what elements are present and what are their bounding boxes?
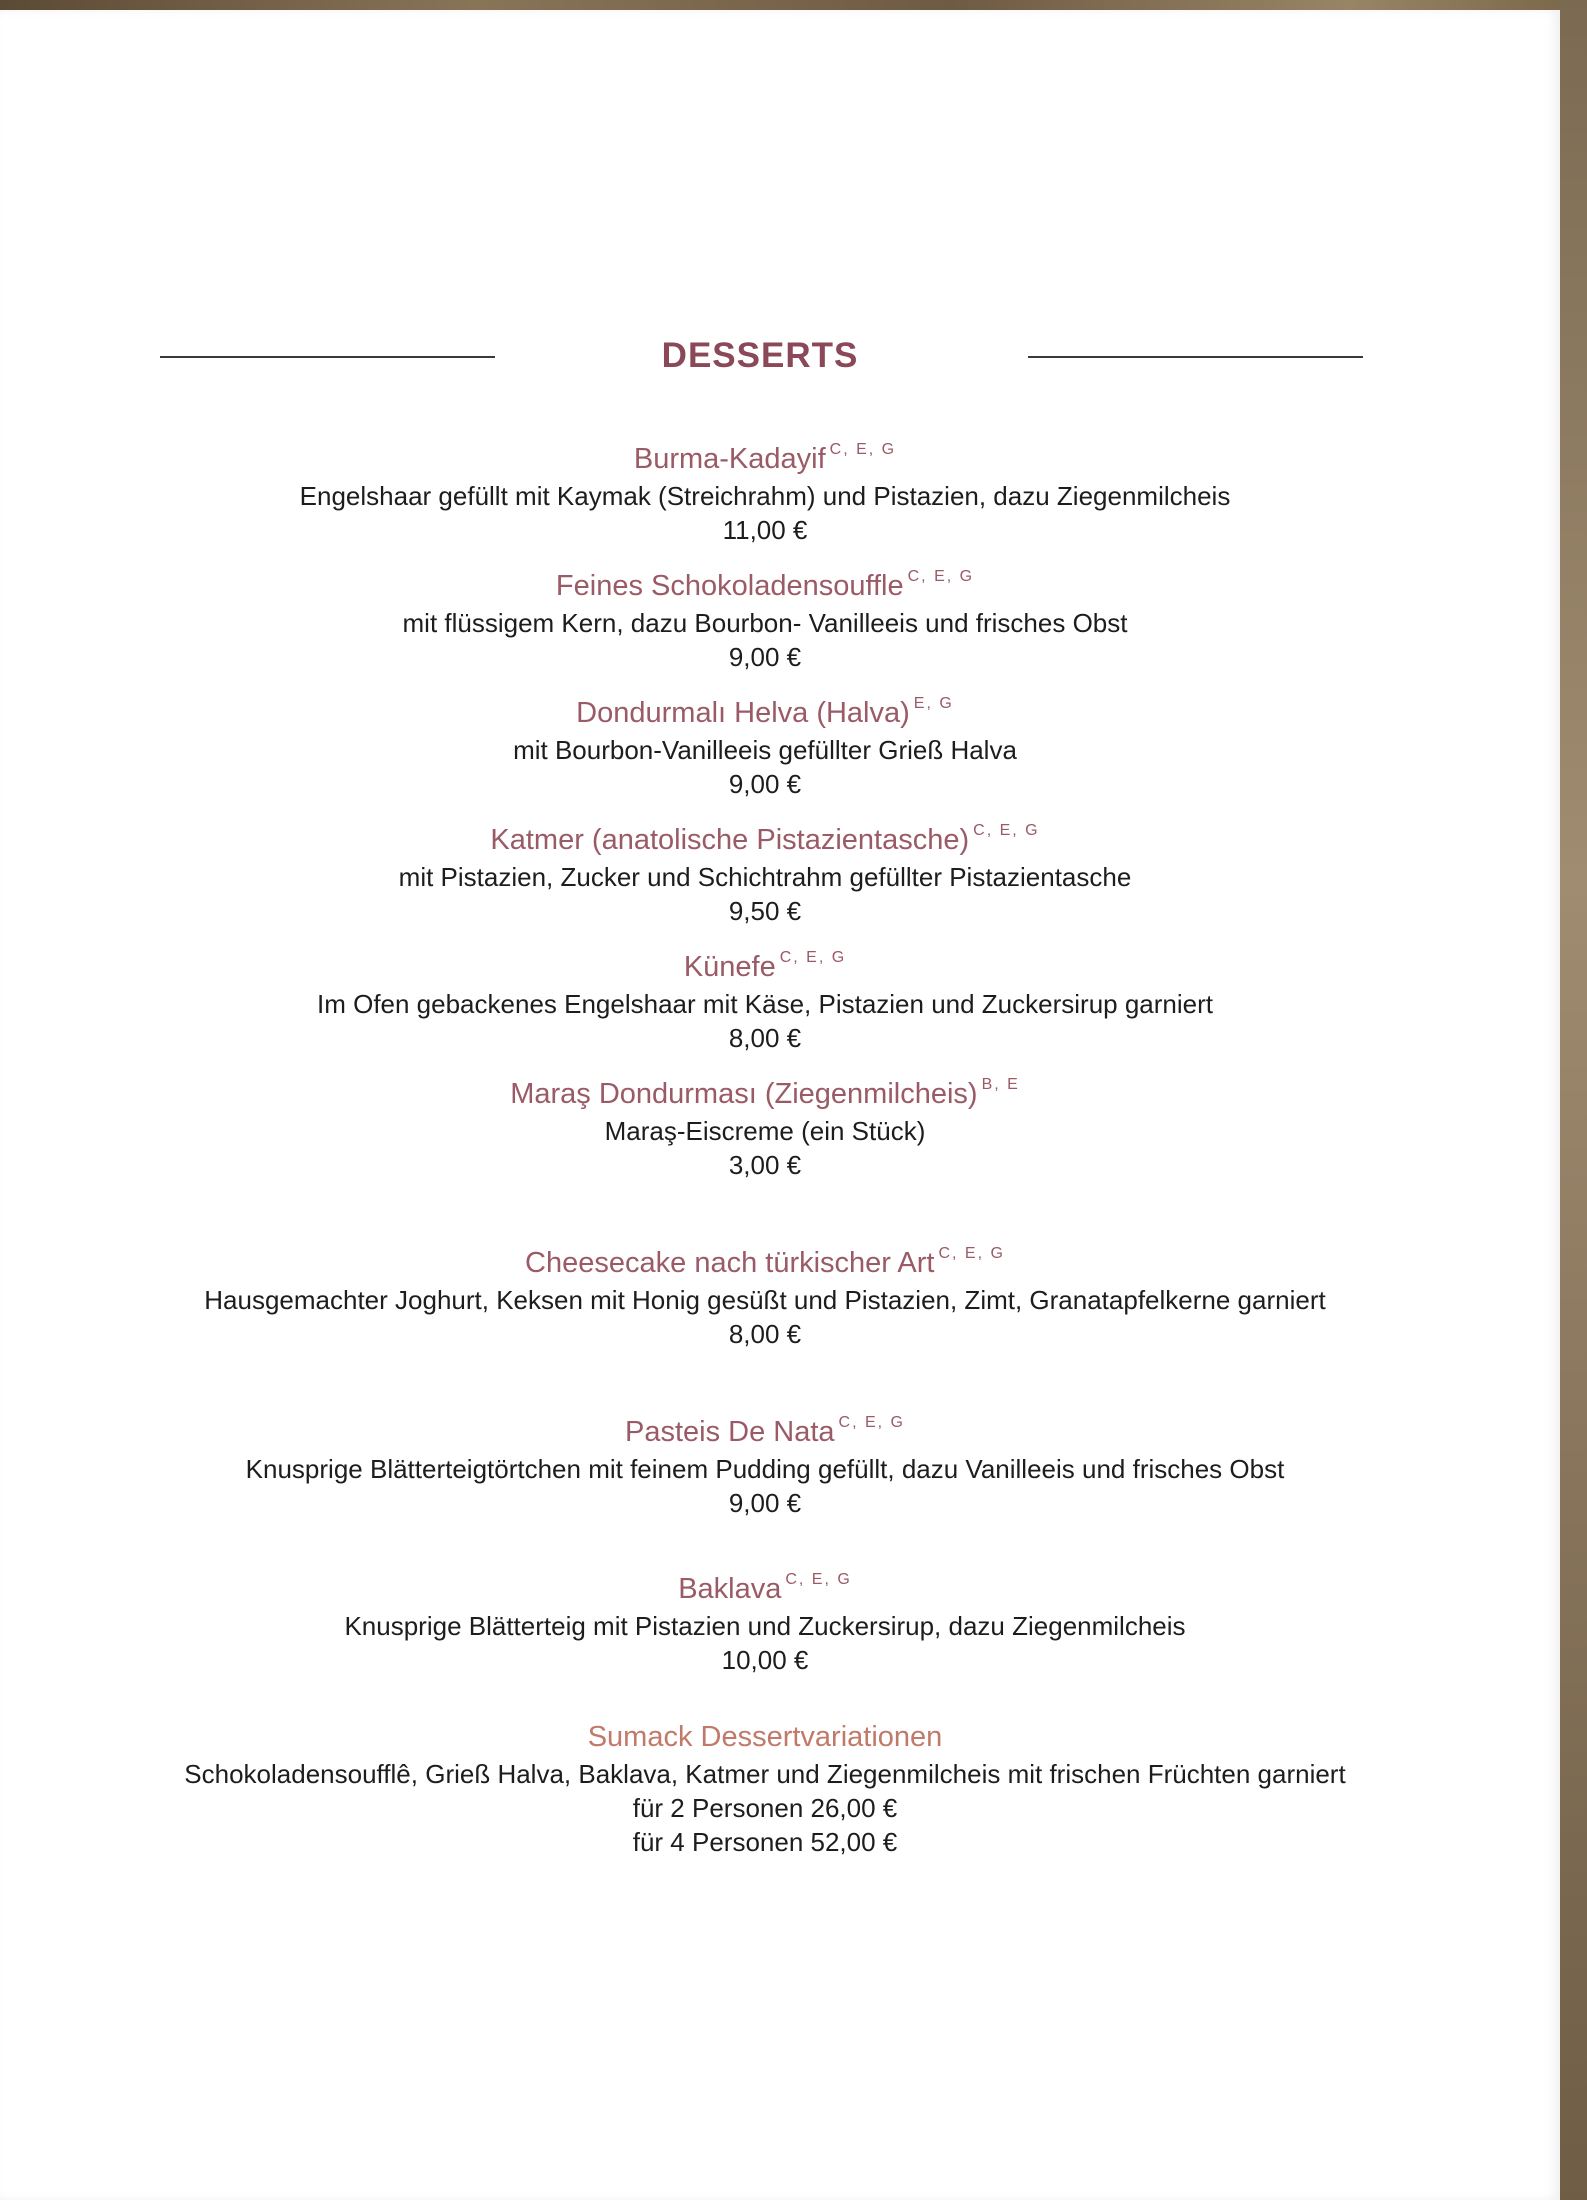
item-price: 9,00 € xyxy=(728,769,802,799)
menu-page xyxy=(0,10,1560,2200)
allergen-codes: C, E, G xyxy=(779,949,847,966)
item-name: Burma-Kadayif $^{C, E, G}$ xyxy=(633,441,897,475)
item-price: 9,50 € xyxy=(728,896,802,926)
allergen-codes: E, G xyxy=(913,695,954,712)
menu-item-cheesecake xyxy=(0,1234,1530,1351)
menu-item-pasteis-de-nata xyxy=(0,1403,1530,1520)
item-price: 3,00 € xyxy=(728,1150,802,1180)
menu-item-baklava xyxy=(0,1560,1530,1677)
table-surface-right xyxy=(1557,0,1587,2200)
item-name: Cheesecake nach türkischer Art $^{C, E, G}$ xyxy=(525,1245,1005,1279)
item-price: 8,00 € xyxy=(728,1319,802,1349)
item-price-2-persons: für 2 Personen 26,00 € xyxy=(632,1793,898,1823)
menu-item-maras-dondurmasi xyxy=(0,1065,1530,1182)
item-description: mit Bourbon-Vanilleeis gefüllter Grieß Halva xyxy=(513,735,1017,765)
item-description: Knusprige Blätterteigtörtchen mit feinem Pudding gefüllt, dazu Vanilleeis und frisches Obst xyxy=(245,1454,1285,1484)
item-name: Baklava $^{C, E, G}$ xyxy=(678,1571,852,1605)
item-name: Katmer (anatolische Pistazientasche) $^{C, E, G}$ xyxy=(490,822,1040,856)
item-price: 9,00 € xyxy=(728,642,802,672)
item-name: Dondurmalı Helva (Halva) $^{E, G}$ xyxy=(576,695,954,729)
item-name: Feines Schokoladensouffle $^{C, E, G}$ xyxy=(555,568,975,602)
item-description: Maraş-Eiscreme (ein Stück) xyxy=(604,1116,926,1146)
allergen-codes: C, E, G xyxy=(907,568,975,585)
menu-item-kunefe xyxy=(0,938,1530,1055)
menu-item-dessertvariationen xyxy=(0,1717,1530,1859)
menu-item-katmer xyxy=(0,811,1530,928)
item-name: Sumack Dessertvariationen xyxy=(587,1721,943,1753)
allergen-codes: C, E, G xyxy=(829,441,897,458)
item-name: Pasteis De Nata $^{C, E, G}$ xyxy=(625,1414,905,1448)
item-description: Im Ofen gebackenes Engelshaar mit Käse, Pistazien und Zuckersirup garniert xyxy=(316,989,1213,1019)
item-price: 8,00 € xyxy=(728,1023,802,1053)
item-description: Knusprige Blätterteig mit Pistazien und Zuckersirup, dazu Ziegenmilcheis xyxy=(344,1611,1186,1641)
item-description: Schokoladensoufflê, Grieß Halva, Baklava, Katmer und Ziegenmilcheis mit frischen Früchten garniert xyxy=(184,1759,1346,1789)
item-name: Künefe $^{C, E, G}$ xyxy=(683,949,847,983)
menu-item-dondurmali-helva xyxy=(0,684,1530,801)
item-description: mit Pistazien, Zucker und Schichtrahm gefüllter Pistazientasche xyxy=(398,862,1132,892)
item-description: Engelshaar gefüllt mit Kaymak (Streichrahm) und Pistazien, dazu Ziegenmilcheis xyxy=(299,481,1231,511)
allergen-codes: C, E, G xyxy=(785,1571,852,1588)
dessert-list xyxy=(0,430,1530,1869)
item-description: Hausgemachter Joghurt, Keksen mit Honig gesüßt und Pistazien, Zimt, Granatapfelkerne garniert xyxy=(204,1285,1326,1315)
item-name: Maraş Dondurması (Ziegenmilcheis) $^{B, E}$ xyxy=(510,1076,1020,1110)
section-title: DESSERTS xyxy=(661,336,859,375)
allergen-codes: C, E, G xyxy=(973,822,1040,839)
item-description: mit flüssigem Kern, dazu Bourbon- Vanilleeis und frisches Obst xyxy=(402,608,1128,638)
item-price: 11,00 € xyxy=(722,515,808,545)
menu-item-schokoladensouffle xyxy=(0,557,1530,674)
item-price-4-persons: für 4 Personen 52,00 € xyxy=(632,1827,898,1857)
section-header xyxy=(0,328,1560,388)
header-rule-right xyxy=(1028,356,1363,358)
allergen-codes: C, E, G xyxy=(938,1245,1005,1262)
allergen-codes: B, E xyxy=(981,1076,1020,1093)
item-price: 10,00 € xyxy=(721,1645,809,1675)
item-price: 9,00 € xyxy=(728,1488,802,1518)
menu-item-burma-kadayif xyxy=(0,430,1530,547)
allergen-codes: C, E, G xyxy=(838,1414,905,1431)
